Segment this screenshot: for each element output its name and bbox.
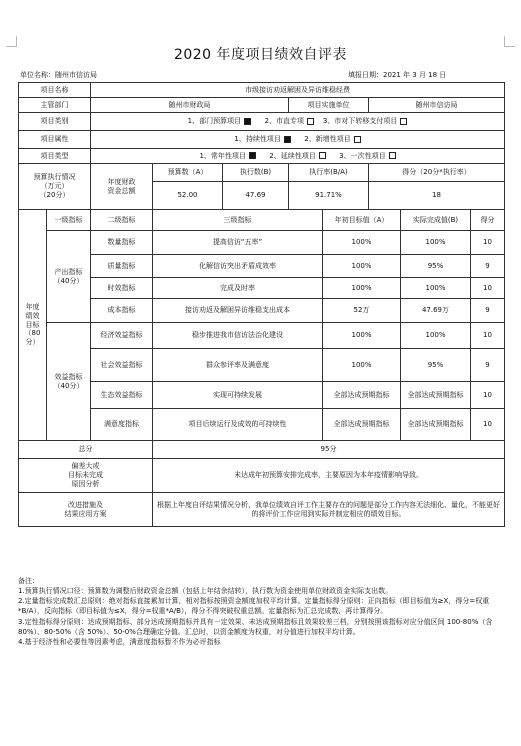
actual-cell: 47.69万 — [401, 299, 471, 323]
row-perf-header — [19, 210, 505, 231]
col-budget-amount: 预算数（A） — [153, 164, 223, 182]
fill-date: 填报日期：2021 年 3 月 18 日 — [348, 71, 447, 79]
header-level3: 三级指标 — [153, 210, 323, 231]
lvl2-cell: 经济效益指标 — [91, 323, 153, 349]
score-cell: 10 — [471, 278, 505, 299]
note-item: 4.基于经济性和必要性等因素考虑，满意度指标暂不作为必评指标 — [18, 637, 221, 646]
target-cell: 100% — [323, 323, 401, 349]
table-row — [19, 323, 505, 349]
exec-amount-value: 47.69 — [223, 182, 289, 210]
header-level2: 二级指标 — [91, 210, 153, 231]
total-label: 总分 — [19, 441, 153, 459]
actual-cell: 全部达成预期指标 — [401, 382, 471, 409]
actual-cell: 100% — [401, 323, 471, 349]
lvl2-cell: 数量指标 — [91, 231, 153, 255]
improvement-label: 改进措施及 结果应用方案 — [19, 493, 153, 527]
lvl2-cell: 时效指标 — [91, 278, 153, 299]
output-indicator-label: 产出指标 （40分） — [47, 231, 91, 323]
header-target: 年初目标值（A） — [323, 210, 401, 231]
note-item: 3.定性指标得分原则：达成预期指标、部分达成预期指标并具有一定效果、未达成预期指标且效果较差三档，分别按照该指标对应分值区间 100-80%（含 80%）、80-50%（含 50%）、50-0%合理确定分值。汇总时，以资金额度为权重，对分值进行加权平均计算。 — [18, 617, 493, 636]
row-budget-header — [19, 164, 505, 182]
table-row — [19, 231, 505, 255]
checkbox-empty — [354, 136, 361, 143]
project-name-label: 项目名称 — [19, 83, 91, 98]
lvl3-cell: 接访劝返及解困异访维稳支出成本 — [153, 299, 323, 323]
score-cell: 9 — [471, 299, 505, 323]
effect-indicator-label: 效益指标 （40分） — [47, 323, 91, 441]
checkbox-empty — [319, 152, 326, 159]
score-cell: 10 — [471, 323, 505, 349]
score-cell: 10 — [471, 382, 505, 409]
table-row — [19, 349, 505, 382]
lvl3-cell: 化解信访突出矛盾成效率 — [153, 255, 323, 278]
actual-cell: 95% — [401, 349, 471, 382]
table-row — [19, 299, 505, 323]
project-name-value: 市级接访劝返解困及异访维稳经费 — [91, 83, 505, 98]
target-cell: 100% — [323, 278, 401, 299]
score-cell: 10 — [471, 231, 505, 255]
lvl3-cell: 实现可持续发展 — [153, 382, 323, 409]
lvl2-cell: 质量指标 — [91, 255, 153, 278]
row-project-name — [19, 83, 505, 98]
impl-label: 项目实施单位 — [289, 98, 369, 113]
improvement-text: 根据上年度自评结果情况分析，我单位绩效自评工作主要存在的问题是部分工作内容无法细化、量化，不能更好的将评价工作应用到实际并制定相应的绩效目标。 — [153, 493, 505, 527]
budget-sub-label: 年度财政 资金总额 — [91, 164, 153, 210]
evaluation-table — [18, 82, 505, 527]
col-exec-amount: 执行数(B) — [223, 164, 289, 182]
lvl3-cell: 提高信访“五率” — [153, 231, 323, 255]
impl-value: 随州市信访局 — [369, 98, 505, 113]
row-total — [19, 441, 505, 459]
score-cell: 9 — [471, 349, 505, 382]
row-dept — [19, 98, 505, 113]
category-options: 1、部门预算项目 2、市直专项 3、市对下转移支付项目 — [91, 113, 505, 131]
lvl3-cell: 群众参评率及满意度 — [153, 349, 323, 382]
note-item: 1.预算执行情况口径：预算数为调整后财政资金总额（包括上年结余结转），执行数为资金使用单位财政资金实际支出数。 — [18, 587, 393, 596]
unit-name: 单位名称：随州市信访局 — [20, 71, 97, 79]
type-options: 1、常年性项目 2、延续性项目 3、一次性项目 — [91, 149, 505, 164]
header-actual: 实际完成值(B) — [401, 210, 471, 231]
table-row — [19, 255, 505, 278]
table-row — [19, 409, 505, 441]
attr-label: 项目属性 — [19, 131, 91, 149]
actual-cell: 95% — [401, 255, 471, 278]
budget-label: 预算执行情况 （万元） （20分） — [19, 164, 91, 210]
lvl3-cell: 完成及时率 — [153, 278, 323, 299]
actual-cell: 100% — [401, 231, 471, 255]
score-cell: 10 — [471, 409, 505, 441]
checkbox-empty — [307, 118, 314, 125]
lvl2-cell: 满意度指标 — [91, 409, 153, 441]
row-attr — [19, 131, 505, 149]
lvl2-cell: 社会效益指标 — [91, 349, 153, 382]
target-cell: 全部达成预期指标 — [323, 382, 401, 409]
table-row — [19, 382, 505, 409]
lvl2-cell: 成本指标 — [91, 299, 153, 323]
actual-cell: 全部达成预期指标 — [401, 409, 471, 441]
row-improvement — [19, 493, 505, 527]
lvl3-cell: 稳步推进我市信访法治化建设 — [153, 323, 323, 349]
checkbox-empty — [400, 118, 407, 125]
target-cell: 52万 — [323, 299, 401, 323]
notes-section — [18, 576, 504, 647]
target-cell: 100% — [323, 349, 401, 382]
category-label: 项目类别 — [19, 113, 91, 131]
perf-side-label: 年度 绩效 目标 （80 分） — [19, 210, 47, 441]
checkbox-empty — [389, 152, 396, 159]
target-cell: 100% — [323, 231, 401, 255]
page-title: 2020 年度项目绩效自评表 — [173, 47, 348, 63]
checkbox-checked — [249, 152, 256, 159]
checkbox-checked — [244, 118, 251, 125]
col-budget-score: 得分（20分*执行率） — [369, 164, 505, 182]
notes-title: 备注： — [18, 577, 39, 585]
note-item: 2.定量指标完成数汇总原则：绝对指标直接累加计算，相对指标按照资金额度加权平均计算。定量指标得分原则：正向指标（即目标值为≥X，得分=权重*B/A），反向指标（即目标值为≤X，得分=权重*A/B），得分不得突破权重总额。定量指标为汇总完成数，再计算得分。 — [18, 597, 490, 616]
total-value: 95分 — [153, 441, 505, 459]
budget-amount-value: 52.00 — [153, 182, 223, 210]
target-cell: 100% — [323, 255, 401, 278]
row-category — [19, 113, 505, 131]
dept-value: 随州市财政局 — [91, 98, 289, 113]
attr-options: 1、持续性项目 2、新增性项目 — [91, 131, 505, 149]
target-cell: 全部达成预期指标 — [323, 409, 401, 441]
exec-rate-value: 91.71% — [289, 182, 369, 210]
deviation-text: 未达成年初预算安排完成率，主要原因为本年疫情影响导致。 — [153, 459, 505, 493]
type-label: 项目类型 — [19, 149, 91, 164]
checkbox-checked — [284, 136, 291, 143]
row-type — [19, 149, 505, 164]
lvl2-cell: 生态效益指标 — [91, 382, 153, 409]
deviation-label: 偏差大或 目标未完成 原因分析 — [19, 459, 153, 493]
row-deviation — [19, 459, 505, 493]
dept-label: 主管部门 — [19, 98, 91, 113]
lvl3-cell: 项目后续运行及成效的可持续性 — [153, 409, 323, 441]
col-exec-rate: 执行率(B/A) — [289, 164, 369, 182]
actual-cell: 100% — [401, 278, 471, 299]
table-row — [19, 278, 505, 299]
score-cell: 9 — [471, 255, 505, 278]
budget-score-value: 18 — [369, 182, 505, 210]
header-score: 得分 — [471, 210, 505, 231]
header-level1: 一级指标 — [47, 210, 91, 231]
